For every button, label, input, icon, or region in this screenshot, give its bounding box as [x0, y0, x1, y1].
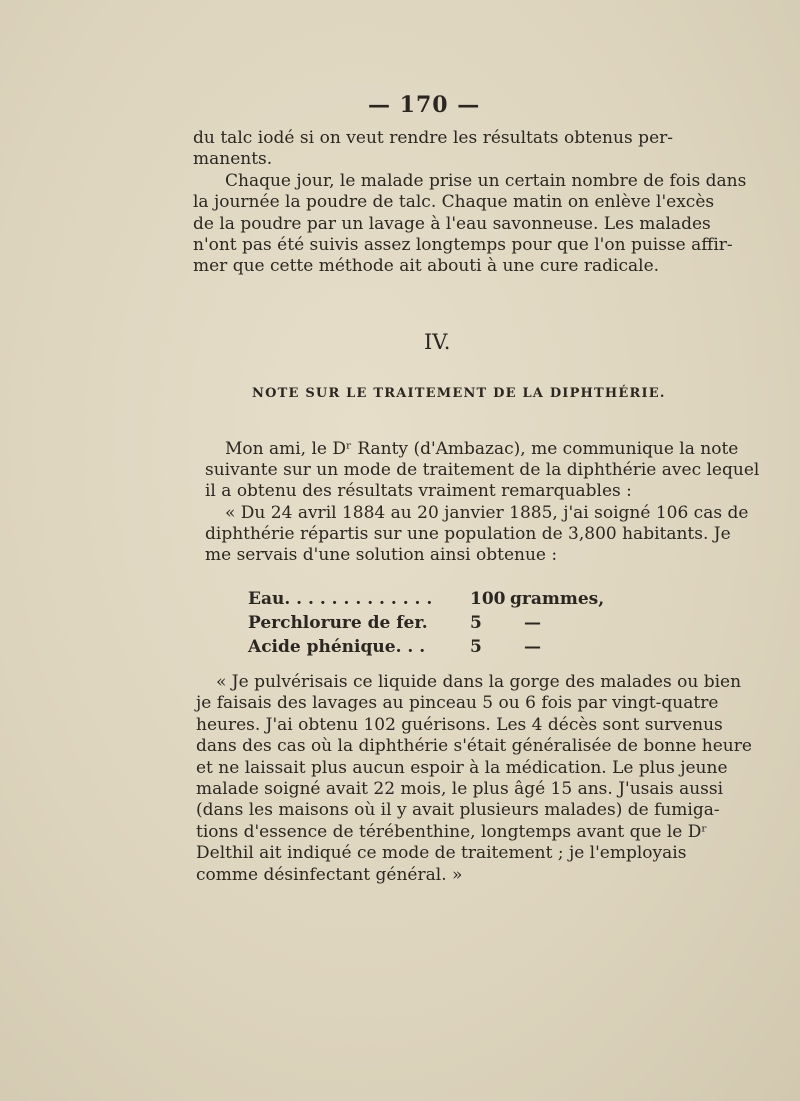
text-line: tions d'essence de térébenthine, longtemps avant que le Dʳ: [196, 821, 708, 842]
text-line: me servais d'une solution ainsi obtenue :: [205, 545, 558, 566]
formula-ingredient: Eau. . . . . . . . . . . . .: [248, 589, 433, 609]
text-line: Delthil ait indiqué ce mode de traitement ; je l'employais: [196, 843, 687, 864]
text-line: et ne laissait plus aucun espoir à la médication. Le plus jeune: [196, 757, 728, 778]
text-line: mer que cette méthode ait abouti à une cure radicale.: [193, 256, 660, 277]
text-line: manents.: [193, 149, 273, 170]
text-line: je faisais des lavages au pinceau 5 ou 6 fois par vingt-quatre: [196, 693, 719, 714]
formula-quantity: 100: [470, 589, 506, 609]
text-line: de la poudre par un lavage à l'eau savonneuse. Les malades: [193, 213, 711, 234]
text-line: du talc iodé si on veut rendre les résultats obtenus per-: [193, 128, 673, 148]
intro-paragraph: [193, 128, 747, 278]
formula-quantity: 5: [470, 613, 482, 633]
formula-quantity: 5: [470, 637, 482, 657]
text-line: suivante sur un mode de traitement de la diphthérie avec lequel: [205, 460, 760, 481]
text-line: « Du 24 avril 1884 au 20 janvier 1885, j'ai soigné 106 cas de: [225, 502, 749, 523]
text-line: « Je pulvérisais ce liquide dans la gorge des malades ou bien: [216, 672, 742, 692]
section-number: IV.: [424, 330, 451, 354]
text-line: Chaque jour, le malade prise un certain nombre de fois dans: [225, 170, 747, 191]
formula-ingredient: Perchlorure de fer.: [248, 613, 428, 633]
text-line: comme désinfectant général. »: [196, 864, 463, 885]
text-line: diphthérie répartis sur une population de 3,800 habitants. Je: [205, 523, 731, 544]
formula-unit: grammes,: [510, 589, 605, 609]
text-line: (dans les maisons où il y avait plusieurs malades) de fumiga-: [196, 800, 720, 821]
text-line: il a obtenu des résultats vraiment remarquables :: [205, 481, 632, 502]
text-line: n'ont pas été suivis assez longtemps pour que l'on puisse affir-: [193, 235, 733, 256]
section-title: NOTE SUR LE TRAITEMENT DE LA DIPHTHÉRIE.: [252, 386, 666, 401]
text-line: Mon ami, le Dʳ Ranty (d'Ambazac), me communique la note: [225, 439, 739, 459]
text-line: heures. J'ai obtenu 102 guérisons. Les 4 décès sont survenus: [196, 714, 723, 735]
formula-ingredient: Acide phénique. . .: [248, 637, 426, 657]
page-number: — 170 —: [368, 92, 481, 118]
formula-unit: —: [524, 613, 541, 633]
text-line: malade soigné avait 22 mois, le plus âgé 15 ans. J'usais aussi: [196, 779, 724, 800]
letter-paragraph: [205, 439, 760, 566]
conclusion-paragraph: [196, 672, 752, 886]
text-line: dans des cas où la diphthérie s'était généralisée de bonne heure: [196, 736, 752, 757]
text-line: la journée la poudre de talc. Chaque matin on enlève l'excès: [193, 192, 715, 213]
formula-unit: —: [524, 637, 541, 657]
